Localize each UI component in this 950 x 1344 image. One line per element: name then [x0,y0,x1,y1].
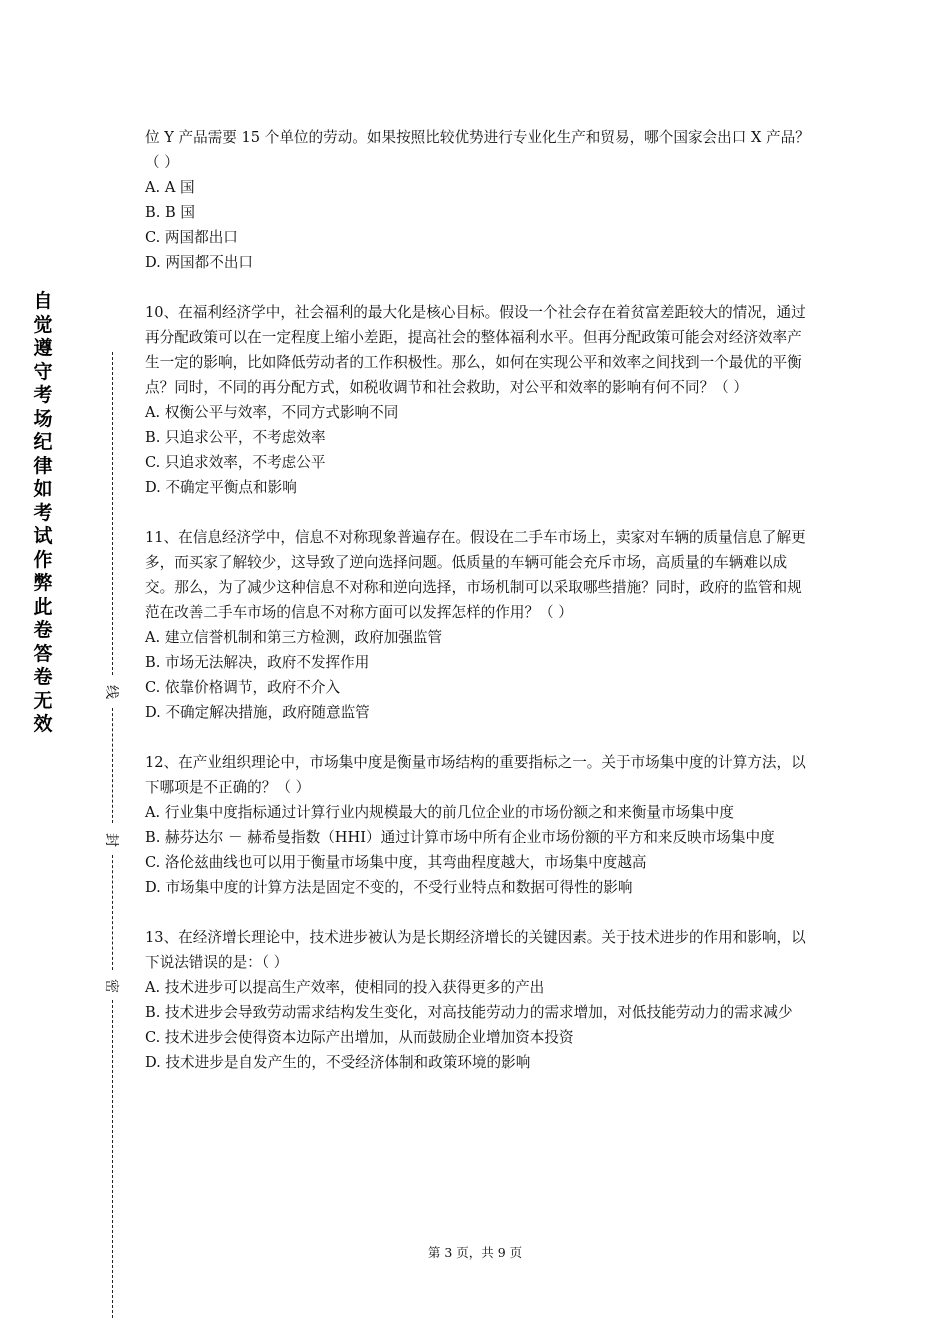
notice-char: 律 [33,454,53,477]
notice-char: 作 [33,548,53,571]
option-c: C. 两国都出口 [145,229,238,246]
notice-char: 遵 [33,337,53,359]
question-stem: 13、在经济增长理论中，技术进步被认为是长期经济增长的关键因素。关于技术进步的作用和影响，以下说法错误的是：（ ） [145,929,806,971]
option-a: A. 行业集中度指标通过计算行业内规模最大的前几位企业的市场份额之和来衡量市场集中度 [145,804,734,821]
exam-discipline-notice [28,290,58,737]
binding-dashed-line [112,855,113,970]
option-d: D. 不确定解决措施，政府随意监管 [145,704,370,721]
option-d: D. 技术进步是自发产生的，不受经济体制和政策环境的影响 [145,1054,531,1071]
option-d: D. 市场集中度的计算方法是固定不变的，不受行业特点和数据可得性的影响 [145,879,633,896]
question-12 [145,750,813,900]
question-stem: 10、在福利经济学中，社会福利的最大化是核心目标。假设一个社会存在着贫富差距较大的情况，通过再分配政策可以在一定程度上缩小差距，提高社会的整体福利水平。但再分配政策可能会对经济效率产生一定的影响，比如降低劳动者的工作积极性。那么，如何在实现公平和效率之间找到一个最优的平衡点？同时，不同的再分配方式，如税收调节和社会救助，对公平和效率的影响有何不同？（ ） [145,304,806,396]
question-13 [145,925,813,1075]
option-b: B. B 国 [145,204,195,221]
question-stem: 12、在产业组织理论中，市场集中度是衡量市场结构的重要指标之一。关于市场集中度的计算方法，以下哪项是不正确的？（ ） [145,754,806,796]
option-a: A. 技术进步可以提高生产效率，使相同的投入获得更多的产出 [145,979,545,996]
notice-char: 如 [33,478,53,500]
binding-dashed-line [112,1000,113,1318]
notice-char: 无 [33,689,53,712]
option-a: A. A 国 [145,179,195,196]
question-stem: 位 Y 产品需要 15 个单位的劳动。如果按照比较优势进行专业化生产和贸易，哪个国家会出口 X 产品？（ ） [145,129,810,171]
binding-dashed-line [112,352,113,675]
binding-dashed-line [112,708,113,823]
question-9 [145,125,813,275]
question-10 [145,300,813,500]
option-a: A. 建立信誉机制和第三方检测，政府加强监管 [145,629,443,646]
notice-char: 试 [33,525,53,547]
option-b: B. 只追求公平，不考虑效率 [145,429,326,446]
page-number: 第 3 页，共 9 页 [427,1245,523,1260]
notice-char: 效 [33,713,53,735]
notice-char: 考 [33,384,53,406]
notice-char: 弊 [33,572,53,594]
option-b: B. 赫芬达尔 － 赫希曼指数（HHI）通过计算市场中所有企业市场份额的平方和来反映市场集中度 [145,829,775,846]
option-c: C. 依靠价格调节，政府不介入 [145,679,341,696]
option-d: D. 两国都不出口 [145,254,254,271]
binding-label-line: 线 [100,685,122,699]
notice-char: 自 [33,290,53,312]
notice-char: 场 [33,407,53,430]
option-c: C. 洛伦兹曲线也可以用于衡量市场集中度，其弯曲程度越大，市场集中度越高 [145,854,647,871]
notice-char: 考 [33,501,53,524]
question-11 [145,525,813,725]
notice-char: 纪 [33,431,53,453]
notice-char: 守 [33,360,53,383]
binding-label-secret: 密 [100,979,122,993]
notice-char: 答 [33,642,53,665]
notice-char: 卷 [33,619,53,641]
notice-char: 卷 [33,666,53,688]
option-c: C. 技术进步会使得资本边际产出增加，从而鼓励企业增加资本投资 [145,1029,574,1046]
notice-char: 此 [33,595,53,618]
question-list [145,125,813,1100]
question-stem: 11、在信息经济学中，信息不对称现象普遍存在。假设在二手车市场上，卖家对车辆的质量信息了解更多，而买家了解较少，这导致了逆向选择问题。低质量的车辆可能会充斥市场，高质量的车辆难以成交。那么，为了减少这种信息不对称和逆向选择，市场机制可以采取哪些措施？同时，政府的监管和规范在改善二手车市场的信息不对称方面可以发挥怎样的作用？（ ） [145,529,806,621]
option-b: B. 市场无法解决，政府不发挥作用 [145,654,370,671]
option-c: C. 只追求效率，不考虑公平 [145,454,326,471]
option-a: A. 权衡公平与效率，不同方式影响不同 [145,404,399,421]
notice-char: 觉 [33,313,53,336]
binding-label-seal: 封 [100,833,122,847]
option-b: B. 技术进步会导致劳动需求结构发生变化，对高技能劳动力的需求增加，对低技能劳动力的需求减少 [145,1004,793,1021]
option-d: D. 不确定平衡点和影响 [145,479,297,496]
